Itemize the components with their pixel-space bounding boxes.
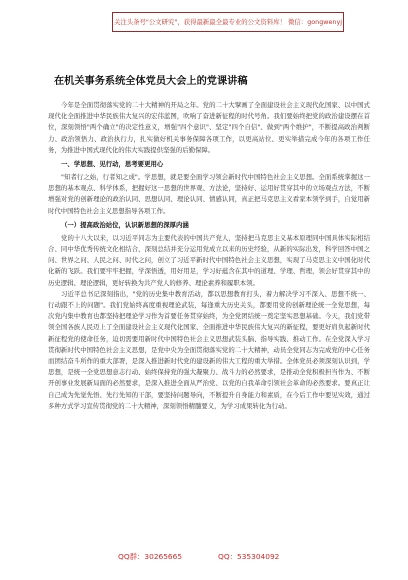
section-heading: （一）提高政治站位，认识新思想的深厚内涵: [61, 220, 189, 229]
promo-banner: 关注头条号"公文研究"，获得最新最全最专业的公文资料库！ 微信：gongwenyj: [112, 12, 344, 32]
page-footer: [0, 547, 408, 567]
body-paragraph: 今年是全面贯彻落实党的二十大精神的开局之年。党的二十大擘画了全面建设社会主义现代化国家、以中国式现代化全面推进中华民族伟大复兴的宏伟蓝图，吹响了奋进新征程的时代号角。我们要始终把党的政治建设摆在首位，深刻领悟"两个确立"的决定性意义，增强"四个意识"、坚定"四个自信"、做到"两个维护"，不断提高政治判断力、政治领悟力、政治执行力，扎实做好机关事务保障各项工作，以更高站位、更实举措完成今年的各项工作任务，为推进中国式现代化的伟大实践提供坚强的后勤保障。: [48, 101, 370, 154]
section-heading: 一、学思想、见行动，思考要更用心: [61, 160, 164, 169]
footer-qq-contact: QQ：535304092: [218, 552, 280, 561]
body-paragraph: 党的十八大以来，以习近平同志为主要代表的中国共产党人，坚持把马克思主义基本原理同中国具体实际相结合、同中华优秀传统文化相结合，深刻总结并充分运用党成立以来的历史经验，从新的实际出发，科学回答中国之问、世界之问、人民之问、时代之问，创立了习近平新时代中国特色社会主义思想，实现了马克思主义中国化时代化新的飞跃。我们要牢牢把握，学深悟透，用好用足，学习好蕴含在其中的道理、学理、哲理，领会好贯穿其中的历史逻辑、理论逻辑，更好转换为共产党人的修养、理论素养和履职本领。: [48, 233, 370, 287]
document-title: 在机关事务系统全体党员大会上的党课讲稿: [54, 76, 248, 87]
body-paragraph: "知者行之始，行者知之成"。学思想，就是要全面学习领会新时代中国特色社会主义思想。全面系统掌握这一思想的基本观点、科学体系，把握好这一思想的世界观、方法论，坚持好、运用好贯穿其中的立场观点方法，不断增强对党的创新理论的政治认同、思想认同、理论认同、情感认同，真正把马克思主义看家本领学到手，自觉用新时代中国特色社会主义思想指导各项工作。: [48, 173, 370, 215]
document-body: [48, 100, 370, 412]
footer-qq-group: QQ群：30265665: [118, 552, 183, 561]
body-paragraph: 习近平总书记深刻指出，"党的历史集中教育活动，都以思想教育打头，着力解决学习不深入、思想不统一、行动跟不上的问题"。我们党始终高度重视理论武装，每逢重大历史关头，都要用党的创新理论统一全党思想，每次党内集中教育也都坚持把理论学习作为首要任务贯穿始终，为全党团结统一奠定坚实思想基础。今天，我们党带领全国各族人民迈上了全面建设社会主义现代化国家、全面推进中华民族伟大复兴的新征程，要更好肩负起新时代新征程党的使命任务，迫切需要用新时代中国特色社会主义思想武装头脑、指导实践、推动工作。在全党深入学习贯彻新时代中国特色社会主义思想，是党中央为全面贯彻落实党的二十大精神，动员全党同志为完成党的中心任务而团结奋斗所作的重大部署，是深入推进新时代党的建设新的伟大工程的重大举措。全体党员必须深刻认识到，学思想，是统一全党思想意志行动、始终保持党的强大凝聚力、战斗力的必然要求，是推动全党积极担当作为、不断开创事业发展新局面的必然要求，是深入推进全面从严治党、以党的自我革命引领社会革命的必然要求。要真正让自己成为先觉先悟、先行先知的干部，要坚持问题导向，不断提升自身能力和素质，在今后工作中要见实效，通过多种方式学习宣传贯彻党的二十大精神，深刻领悟精髓要义，为学习成果转化为行动。: [48, 289, 370, 410]
